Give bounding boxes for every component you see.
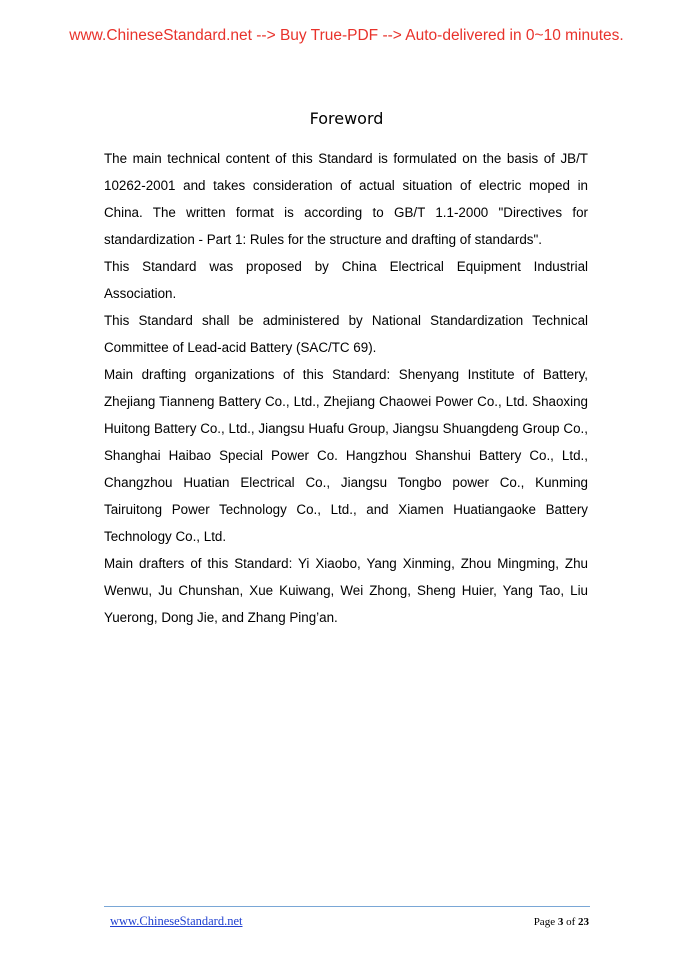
foreword-body [104,145,588,631]
page-total: 23 [578,916,589,928]
paragraph-drafting-organizations: Main drafting organizations of this Standard: Shenyang Institute of Battery, Zhejiang Tianneng Battery Co., Ltd., Zhejiang Chaowei Power Co., Ltd. Shaoxing Huitong Battery Co., Ltd., Jiangsu Huafu Group, Jiangsu Shuangdeng Group Co., Shanghai Haibao Special Power Co. Hangzhou Shanshui Battery Co., Ltd., Changzhou Huatian Electrical Co., Jiangsu Tongbo power Co., Kunming Tairuitong Power Technology Co., Ltd., and Xiamen Huatiangaoke Battery Technology Co., Ltd. [104,367,588,544]
paragraph-drafters: Main drafters of this Standard: Yi Xiaobo, Yang Xinming, Zhou Mingming, Zhu Wenwu, Ju Chunshan, Xue Kuiwang, Wei Zhong, Sheng Huier, Yang Tao, Liu Yuerong, Dong Jie, and Zhang Ping’an. [104,556,588,625]
paragraph-administered-by: This Standard shall be administered by National Standardization Technical Committee of Lead-acid Battery (SAC/TC 69). [104,313,588,355]
page-current: 3 [557,916,564,928]
paragraph-basis: The main technical content of this Standard is formulated on the basis of JB/T 10262-2001 and takes consideration of actual situation of electric moped in China. The written format is according to GB/T 1.1-2000 "Directives for standardization - Part 1: Rules for the structure and drafting of standards". [104,151,588,247]
paragraph-proposed-by: This Standard was proposed by China Electrical Equipment Industrial Association. [104,259,588,301]
page-number [534,916,589,928]
page-label: Page [533,916,556,928]
promo-banner[interactable]: www.ChineseStandard.net --> Buy True-PDF --> Auto-delivered in 0~10 minutes. [69,27,624,44]
page-title: Foreword [309,109,384,128]
footer-site-link[interactable]: www.ChineseStandard.net [110,914,243,928]
page-of: of [566,916,576,928]
footer-divider [104,906,590,907]
